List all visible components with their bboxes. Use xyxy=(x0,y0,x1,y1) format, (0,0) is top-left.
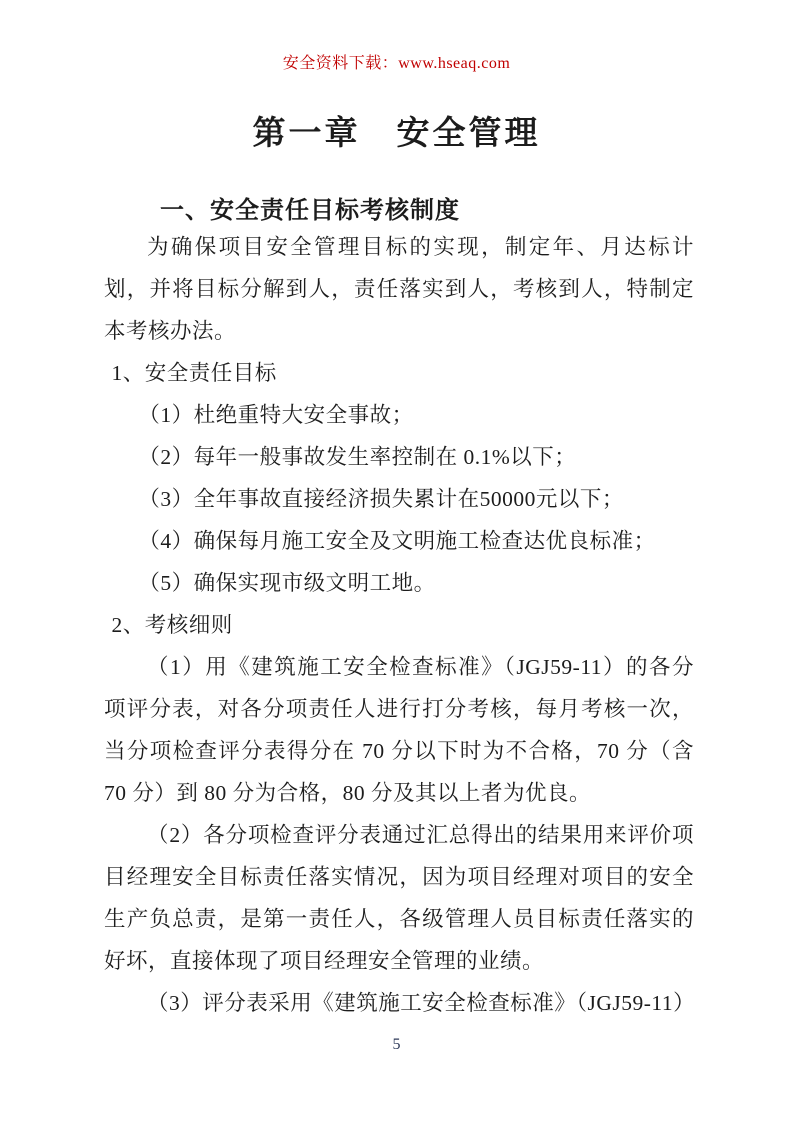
list-item-5: （5）确保实现市级文明工地。 xyxy=(138,571,436,595)
list-item-1: （1）杜绝重特大安全事故； xyxy=(138,403,414,427)
list-item-2: （2）每年一般事故发生率控制在 0.1%以下； xyxy=(138,445,577,469)
header-url-link[interactable]: www.hseaq.com xyxy=(398,55,511,72)
list-item-3: （3）全年事故直接经济损失累计在50000元以下； xyxy=(138,487,624,511)
paragraph-intro: 为确保项目安全管理目标的实现，制定年、月达标计划，并将目标分解到人，责任落实到人，考核到人，特制定本考核办法。 xyxy=(104,235,694,343)
document-body xyxy=(104,196,694,1024)
chapter-title: 第一章 安全管理 xyxy=(252,116,541,152)
page-header xyxy=(0,50,793,73)
header-notice-text: 安全资料下载： xyxy=(282,55,399,72)
list-heading-2: 2、考核细则 xyxy=(111,613,233,637)
page-number: 5 xyxy=(392,1036,401,1053)
list-heading-1: 1、安全责任目标 xyxy=(111,361,277,385)
list-item-4: （4）确保每月施工安全及文明施工检查达优良标准； xyxy=(138,529,656,553)
section-heading: 一、安全责任目标考核制度 xyxy=(160,198,460,224)
paragraph-rule-3: （3）评分表采用《建筑施工安全检查标准》（JGJ59-11） xyxy=(147,991,696,1015)
paragraph-rule-1: （1）用《建筑施工安全检查标准》（JGJ59-11）的各分项评分表，对各分项责任人进行打分考核，每月考核一次，当分项检查评分表得分在 70 分以下时为不合格，70 分（含 70 分）到 80 分为合格，80 分及其以上者为优良。 xyxy=(104,655,694,805)
paragraph-rule-2: （2）各分项检查评分表通过汇总得出的结果用来评价项目经理安全目标责任落实情况，因为项目经理对项目的安全生产负总责，是第一责任人，各级管理人员目标责任落实的好坏，直接体现了项目经理安全管理的业绩。 xyxy=(104,823,694,973)
